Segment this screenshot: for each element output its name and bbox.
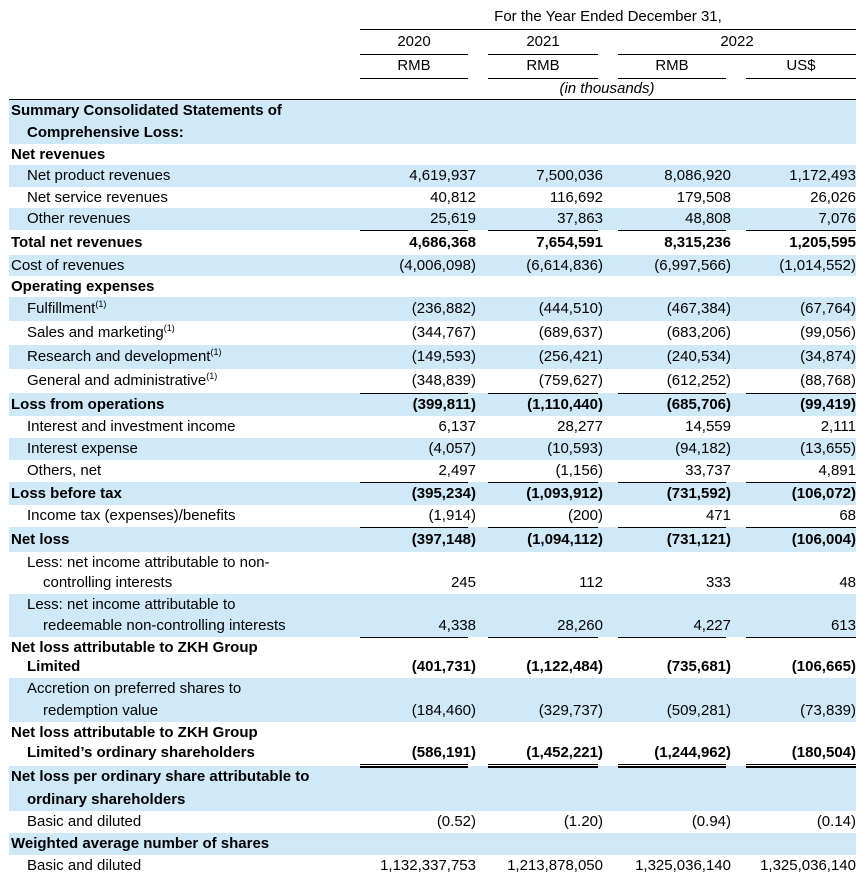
value-cell: 14,559 [685,418,731,435]
value-cell: 4,619,937 [409,167,476,184]
row-label-continued: ordinary shareholders [27,791,186,808]
value-cell: 1,205,595 [789,234,856,251]
value-cell: (0.94) [691,813,731,830]
currency-2021: RMB [526,57,560,74]
value-cell: 48 [839,574,856,591]
row-label-text: Less: net income attributable to [27,596,236,613]
row-label [11,638,258,658]
table-row [9,345,856,369]
year-2021: 2021 [526,33,560,50]
row-label-text: Interest and investment income [27,418,236,435]
row-label-text: Net service revenues [27,189,168,206]
value-cell: (149,593) [411,348,476,365]
row-label [11,277,154,297]
row-label [27,166,170,186]
row-label [27,347,221,367]
operating-expenses-heading-row [9,276,856,297]
value-cell: (401,731) [411,658,476,675]
row-label [27,506,235,526]
row-label-text: Net loss per ordinary share attributable to [11,768,310,785]
row-label [11,484,122,504]
table-row [9,165,856,187]
table-row [9,811,856,833]
row-label-continued: redemption value [43,702,159,719]
value-cell: 471 [705,507,731,524]
value-cell: (1,452,221) [526,744,603,761]
row-label-text: Net revenues [11,146,106,163]
value-cell: (180,504) [791,744,856,761]
total-double-rule [746,764,856,768]
value-cell: (329,737) [538,702,603,719]
currency-rule-2021 [488,78,598,79]
value-cell: (1,914) [428,507,476,524]
row-label-text: Fulfillment [27,300,96,317]
value-cell: 8,086,920 [664,167,731,184]
footnote-marker: (1) [210,347,222,357]
value-cell: 7,654,591 [536,234,603,251]
row-label-text: Income tax (expenses)/benefits [27,507,236,524]
value-cell: (348,839) [411,372,476,389]
row-label-continued: Limited [27,658,81,675]
value-cell: (685,706) [666,396,731,413]
total-double-rule [488,764,598,768]
value-cell: 8,315,236 [664,234,731,251]
value-cell: 1,325,036,140 [760,857,856,874]
value-cell: (6,614,836) [526,257,603,274]
row-label-text: Interest expense [27,440,138,457]
value-cell: (1.20) [563,813,603,830]
value-cell: (683,206) [666,324,731,341]
currency-2022-usd: US$ [786,57,816,74]
value-cell: 4,227 [693,617,731,634]
year-rule-2022 [618,54,856,55]
total-net-revenues-row [9,230,856,255]
value-cell: (1,156) [555,462,603,479]
row-label-text: Summary Consolidated Statements of [11,102,282,119]
loss-before-tax-row [9,482,856,505]
subtotal-rule [746,393,856,394]
period-header-rule [360,29,856,30]
value-cell: (4,006,098) [399,257,476,274]
value-cell: (0.52) [436,813,476,830]
currency-rule-2022-usd [746,78,856,79]
row-label-text: Weighted average number of shares [11,835,270,852]
net-loss-attributable-zkh-row [9,637,856,678]
row-label-text: Research and development [27,348,211,365]
subtotal-rule [360,637,468,638]
table-row [9,505,856,527]
value-cell: 68 [839,507,856,524]
value-cell: (4,057) [428,440,476,457]
subtotal-rule [746,482,856,483]
value-cell: 245 [450,574,476,591]
table-row [9,208,856,230]
table-top-rule [9,99,856,100]
value-cell: 26,026 [810,189,856,206]
row-label-text: Total net revenues [11,234,143,251]
value-cell: (1,093,912) [526,485,603,502]
row-label-text: Other revenues [27,210,131,227]
value-cell: (94,182) [675,440,731,457]
table-row [9,297,856,321]
row-label-text: General and administrative [27,372,207,389]
footnote-marker: (1) [206,371,218,381]
value-cell: (106,004) [791,531,856,548]
row-label-continued: redeemable non-controlling interests [43,617,286,634]
value-cell: (106,072) [791,485,856,502]
row-label [11,233,142,253]
row-label-text: Others, net [27,462,102,479]
value-cell: (344,767) [411,324,476,341]
subtotal-rule [618,527,726,528]
currency-2022-rmb: RMB [655,57,689,74]
row-label-continued: Limited’s ordinary shareholders [27,744,255,761]
row-label-text: Cost of revenues [11,257,125,274]
subtotal-rule [618,482,726,483]
value-cell: 7,500,036 [536,167,603,184]
period-header: For the Year Ended December 31, [494,8,722,25]
year-rule-2021 [488,54,598,55]
footnote-marker: (1) [163,323,175,333]
value-cell: (0.14) [816,813,856,830]
value-cell: 33,737 [685,462,731,479]
cost-of-revenues-row [9,255,856,276]
row-label-continued: controlling interests [43,574,173,591]
subtotal-rule [488,230,598,231]
value-cell: 4,338 [438,617,476,634]
value-cell: 25,619 [430,210,476,227]
value-cell: (240,534) [666,348,731,365]
value-cell: 7,076 [818,210,856,227]
row-label [27,323,175,343]
currency-rule-2022-rmb [618,78,726,79]
table-row [9,594,856,637]
eps-heading-row [9,766,856,811]
value-cell: (88,768) [800,372,856,389]
value-cell: (689,637) [538,324,603,341]
currency-rule-2020 [360,78,468,79]
row-label-text: Loss before tax [11,485,122,502]
table-row [9,369,856,393]
value-cell: 28,277 [557,418,603,435]
row-label-text: Operating expenses [11,278,155,295]
value-cell: (759,627) [538,372,603,389]
weighted-shares-heading-row [9,833,856,855]
value-cell: (73,839) [800,702,856,719]
subtotal-rule [618,637,726,638]
value-cell: (467,384) [666,300,731,317]
subtotal-rule [746,637,856,638]
row-label-text: Basic and diluted [27,813,142,830]
value-cell: 179,508 [676,189,731,206]
value-cell: 333 [705,574,731,591]
row-label [27,595,235,615]
subtotal-rule [746,527,856,528]
table-row [9,321,856,345]
value-cell: 2,497 [438,462,476,479]
value-cell: (200) [567,507,603,524]
row-label [11,395,164,415]
subtotal-rule [618,230,726,231]
value-cell: (444,510) [538,300,603,317]
table-row [9,416,856,438]
value-cell: 1,132,337,753 [380,857,476,874]
table-row [9,438,856,460]
value-cell: (509,281) [666,702,731,719]
value-cell: (184,460) [411,702,476,719]
row-label-text: Net loss [11,531,70,548]
value-cell: (735,681) [666,658,731,675]
value-cell: (10,593) [547,440,603,457]
row-label [27,439,138,459]
subtotal-rule [360,230,468,231]
net-revenues-heading-row [9,144,856,165]
row-label [27,299,106,319]
row-label [27,856,141,876]
row-label [11,256,124,276]
table-row [9,187,856,208]
value-cell: (256,421) [538,348,603,365]
value-cell: (395,234) [411,485,476,502]
value-cell: (106,665) [791,658,856,675]
value-cell: 613 [830,617,856,634]
subtotal-rule [488,527,598,528]
table-row [9,678,856,722]
row-label [27,188,168,208]
value-cell: 48,808 [685,210,731,227]
subtotal-rule [618,393,726,394]
row-label-text: Net product revenues [27,167,171,184]
value-cell: 28,260 [557,617,603,634]
footnote-marker: (1) [95,299,107,309]
value-cell: 1,325,036,140 [635,857,731,874]
value-cell: 4,686,368 [409,234,476,251]
row-label-text: Net loss attributable to ZKH Group [11,639,258,656]
value-cell: (236,882) [411,300,476,317]
value-cell: 112 [579,574,603,591]
table-row [9,552,856,594]
value-cell: 40,812 [430,189,476,206]
value-cell: (612,252) [666,372,731,389]
row-label-continued: Comprehensive Loss: [27,124,184,141]
value-cell: 2,111 [820,418,856,435]
row-label-text: Accretion on preferred shares to [27,680,242,697]
value-cell: (731,592) [666,485,731,502]
value-cell: (397,148) [411,531,476,548]
net-loss-attributable-shareholders-row [9,722,856,764]
row-label [11,834,269,854]
total-double-rule [618,764,726,768]
row-label [27,417,235,437]
row-label [11,723,258,743]
loss-from-operations-row [9,393,856,416]
row-label [27,553,270,573]
subtotal-rule [360,393,468,394]
value-cell: (67,764) [800,300,856,317]
value-cell: 116,692 [549,189,603,206]
section-title-row [9,100,856,144]
subtotal-rule [488,482,598,483]
value-cell: (1,122,484) [526,658,603,675]
row-label [27,371,217,391]
row-label-text: Loss from operations [11,396,165,413]
subtotal-rule [360,482,468,483]
subtotal-rule [360,527,468,528]
value-cell: 1,172,493 [789,167,856,184]
row-label-text: Basic and diluted [27,857,142,874]
row-label [27,209,130,229]
row-label [11,101,282,121]
table-row [9,460,856,482]
value-cell: 37,863 [557,210,603,227]
value-cell: (731,121) [666,531,731,548]
row-label-text: Sales and marketing [27,324,164,341]
year-rule-2020 [360,54,468,55]
total-double-rule [360,764,468,768]
value-cell: (99,419) [800,396,856,413]
value-cell: (99,056) [800,324,856,341]
value-cell: (6,997,566) [654,257,731,274]
value-cell: (399,811) [412,396,476,413]
year-2020: 2020 [397,33,431,50]
value-cell: (1,014,552) [779,257,856,274]
row-label-text: Less: net income attributable to non- [27,554,270,571]
value-cell: (1,094,112) [527,531,603,548]
value-cell: (1,110,440) [527,396,603,413]
row-label [27,679,241,699]
value-cell: (1,244,962) [654,744,731,761]
value-cell: (13,655) [800,440,856,457]
subtotal-rule [746,230,856,231]
value-cell: 1,213,878,050 [507,857,603,874]
currency-2020: RMB [397,57,431,74]
value-cell: (34,874) [800,348,856,365]
row-label [11,145,105,165]
value-cell: (586,191) [411,744,476,761]
net-loss-row [9,527,856,552]
subtotal-rule [488,637,598,638]
unit-note: (in thousands) [559,80,655,97]
table-row [9,855,856,877]
row-label [27,461,101,481]
value-cell: 4,891 [818,462,856,479]
row-label [11,767,309,787]
value-cell: 6,137 [438,418,476,435]
row-label [11,530,69,550]
subtotal-rule [488,393,598,394]
row-label-text: Net loss attributable to ZKH Group [11,724,258,741]
row-label [27,812,141,832]
year-2022: 2022 [720,33,754,50]
